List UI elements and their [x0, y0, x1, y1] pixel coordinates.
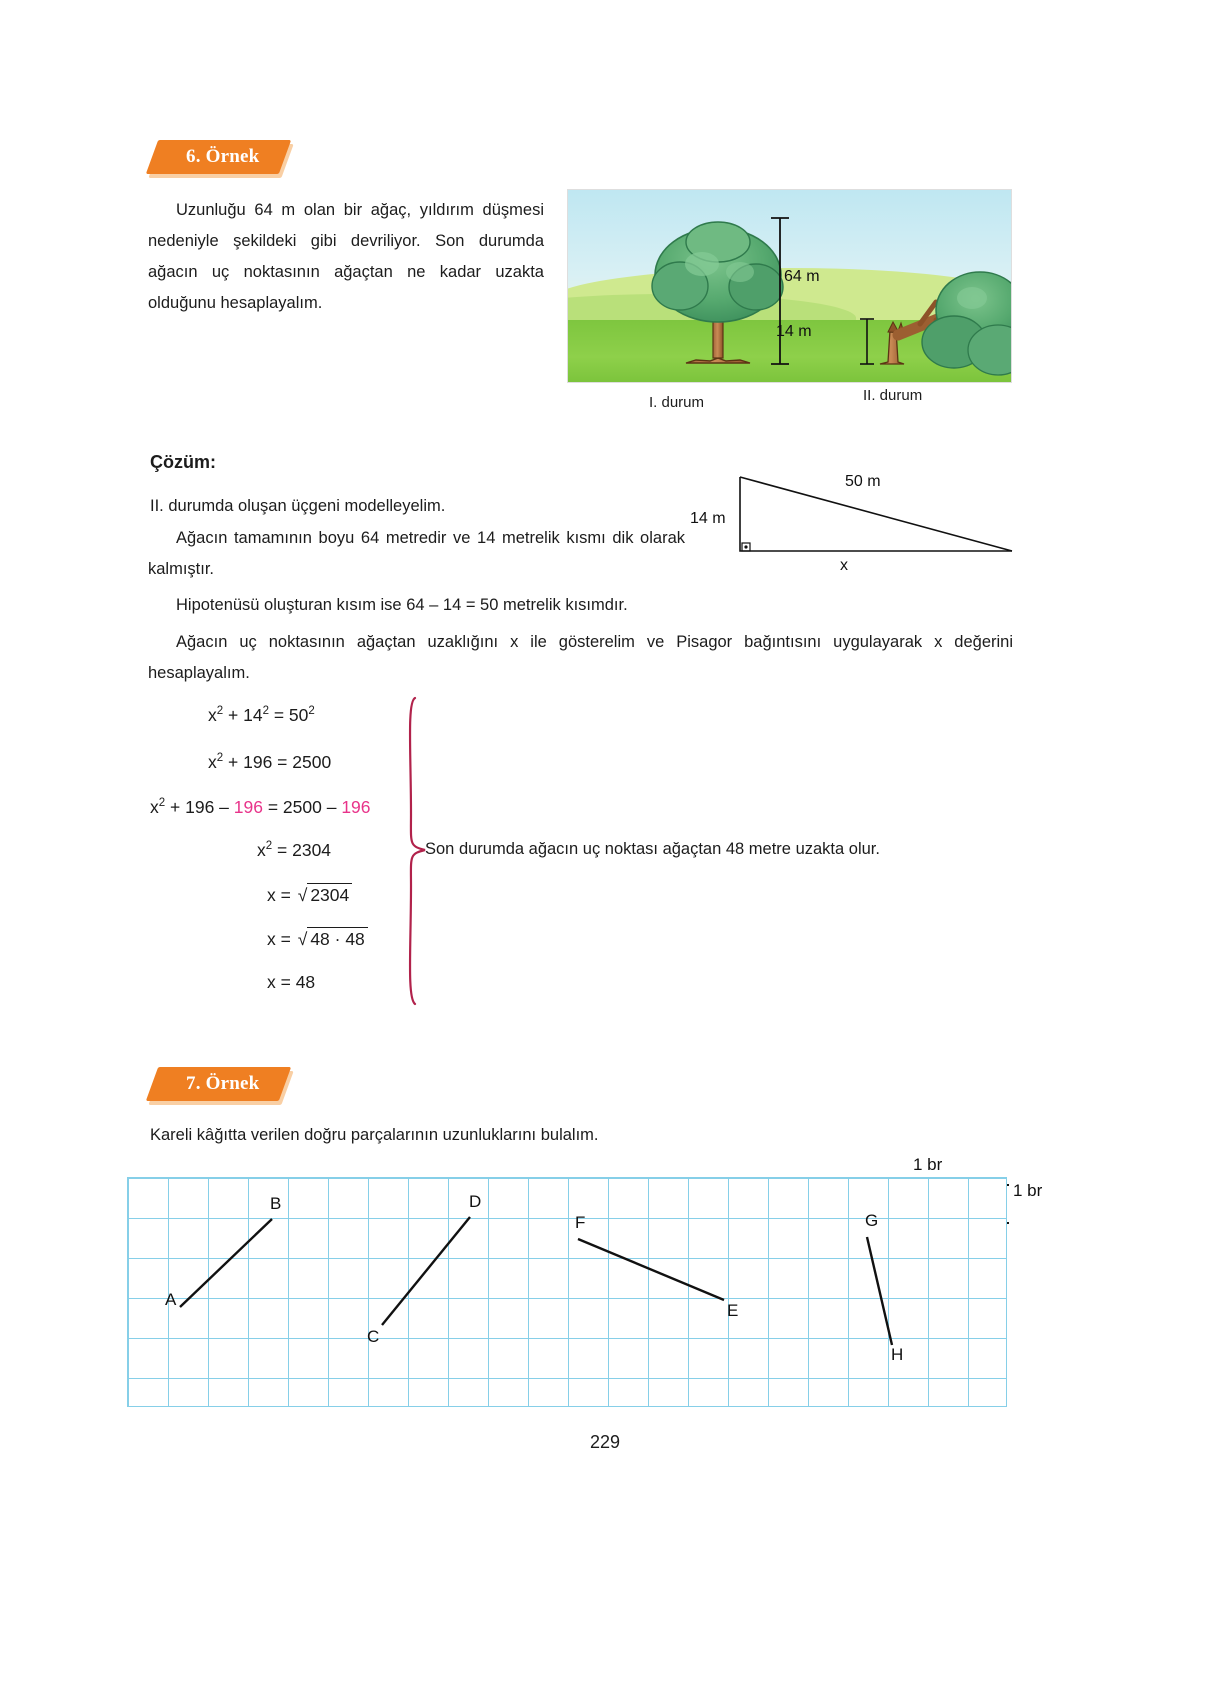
point-label-a: A: [165, 1290, 177, 1309]
solution-line-3: [148, 590, 868, 621]
stump-height-label: 14 m: [776, 323, 812, 340]
point-label-e: E: [727, 1301, 739, 1320]
tree-height-label: 64 m: [784, 268, 820, 285]
result-statement: Son durumda ağacın uç noktası ağaçtan 48 metre uzakta olur.: [425, 840, 880, 858]
problem-statement: Uzunluğu 64 m olan bir ağaç, yıldırım düşmesi nedeniyle şekildeki gibi devriliyor. Son durumda ağacın uç noktasının ağaçtan ne kadar uzakta olduğunu hesaplayalım.: [148, 201, 544, 312]
height-measure-14: [860, 319, 874, 364]
solution-line-4: [148, 627, 1013, 689]
triangle-hypotenuse-label: 50 m: [845, 473, 881, 490]
figure-caption-second-state: II. durum: [863, 387, 923, 404]
segment-fe: [578, 1239, 724, 1300]
solution-line-2-text: Ağacın tamamının boyu 64 metredir ve 14 metrelik kısmı dik olarak kalmıştır.: [148, 529, 685, 578]
equation-block: [150, 700, 1030, 1000]
point-label-h: H: [891, 1345, 904, 1364]
equation-1: $x^2 + 14^2 = 50^2$: [208, 705, 315, 725]
solution-line-3-text: Hipotenüsü oluşturan kısım ise 64 – 14 = 50 metrelik kısımdır.: [176, 596, 628, 614]
unit-label-horizontal: 1 br: [913, 1155, 943, 1174]
solution-line-2: [148, 523, 685, 585]
fallen-tree: [880, 272, 1012, 375]
point-label-c: C: [367, 1327, 380, 1346]
point-label-d: D: [469, 1192, 482, 1211]
equation-6: x = √ 48 · 48: [267, 927, 368, 950]
solution-heading: Çözüm:: [150, 452, 216, 472]
equation-3: $x^2 + 196 - 196 = 2500 - 196$: [150, 797, 371, 817]
highlight-196-right: 196: [341, 797, 371, 817]
standing-tree: [652, 222, 783, 363]
radicand-1: 2304: [307, 883, 352, 906]
highlight-196-left: 196: [233, 797, 263, 817]
radicand-2: 48 · 48: [307, 927, 367, 950]
figure-caption-first-state: I. durum: [649, 394, 705, 411]
point-label-f: F: [575, 1213, 586, 1232]
tree-illustration: [567, 189, 1012, 383]
solution-line-4-text: Ağacın uç noktasının ağaçtan uzaklığını x ile gösterelim ve Pisagor bağıntısını uygulayarak x değerini hesaplayalım.: [148, 633, 1013, 682]
example-6-problem-text: [148, 195, 544, 319]
point-label-b: B: [270, 1194, 282, 1213]
point-label-g: G: [865, 1211, 879, 1230]
right-triangle-diagram: [680, 465, 1020, 575]
unit-label-vertical: 1 br: [1013, 1181, 1043, 1200]
segment-gh: [867, 1237, 892, 1345]
tree-scene-svg: [568, 190, 1011, 382]
example-7-banner-label: 7. Örnek: [186, 1073, 260, 1094]
sqrt-symbol-2: √: [297, 929, 308, 949]
triangle-horizontal-label: x: [840, 557, 848, 574]
solution-line-1: II. durumda oluşan üçgeni modelleyelim.: [150, 497, 446, 515]
sqrt-symbol-1: √: [297, 885, 308, 905]
triangle-vertical-label: 14 m: [690, 510, 726, 527]
segment-cd: [382, 1217, 470, 1325]
segment-ab: [180, 1219, 272, 1307]
equation-2: $x^2 + 196 = 2500$: [208, 752, 332, 772]
example-6-banner-label: 6. Örnek: [186, 146, 260, 167]
equation-5: x = √ 2304: [267, 883, 352, 906]
example-6-banner: [146, 140, 292, 174]
equation-7: x = 48: [267, 972, 316, 992]
equation-4: $x^2 = 2304$: [257, 840, 332, 860]
example-7-instruction: Kareli kâğıtta verilen doğru parçalarının uzunluklarını bulalım.: [150, 1126, 599, 1144]
page-number: 229: [589, 1432, 621, 1452]
grid-paper: [127, 1177, 1007, 1407]
example-7-banner: [146, 1067, 292, 1101]
